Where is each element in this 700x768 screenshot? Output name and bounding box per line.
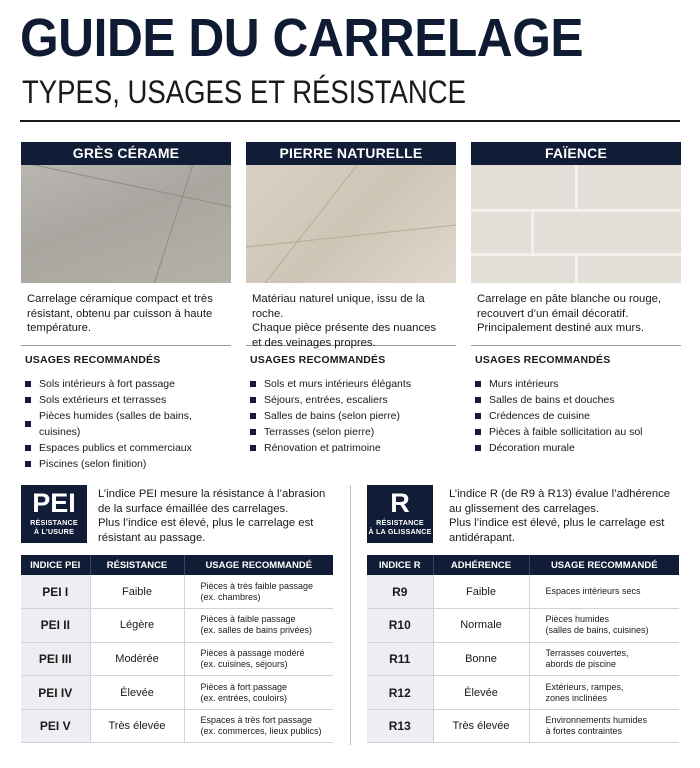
usage-cell: Pièces à fort passage (ex. entrées, couloirs) xyxy=(184,676,333,710)
usage-cell: Espaces à très fort passage (ex. commerces, lieux publics) xyxy=(184,709,333,743)
bullet-square-icon xyxy=(25,445,31,451)
column-header: USAGE RECOMMANDÉ xyxy=(529,555,679,575)
bullet-square-icon xyxy=(475,397,481,403)
index-cell: R10 xyxy=(367,609,433,643)
r-badge-caption: À LA GLISSANCE xyxy=(368,527,432,536)
list-item: Décoration murale xyxy=(475,440,681,456)
description-line: Carrelage en pâte blanche ou rouge, xyxy=(477,293,662,305)
explanation-line: antidérapant. xyxy=(449,531,515,544)
index-cell: PEI III xyxy=(21,642,90,676)
pei-badge xyxy=(21,485,87,543)
level-cell: Très élevée xyxy=(433,709,529,743)
section-divider xyxy=(471,345,681,346)
usage-cell: Pièces à très faible passage (ex. chambres) xyxy=(184,575,333,609)
index-cell: PEI II xyxy=(21,609,90,643)
pei-table xyxy=(21,555,333,743)
explanation-line: au glissement des carrelages. xyxy=(449,502,600,515)
table-row xyxy=(367,676,679,710)
tile-type-description xyxy=(246,292,456,349)
list-item: Espaces publics et commerciaux xyxy=(25,440,231,456)
index-cell: R11 xyxy=(367,642,433,676)
tile-type-heading: FAÏENCE xyxy=(471,142,681,165)
page-title: GUIDE DU CARRELAGE xyxy=(20,8,584,68)
index-cell: PEI I xyxy=(21,575,90,609)
usages-heading: USAGES RECOMMANDÉS xyxy=(475,354,611,366)
table-row xyxy=(21,676,333,710)
list-item: Pièces à faible sollicitation au sol xyxy=(475,424,681,440)
pierre-naturelle-texture-image xyxy=(246,165,456,283)
table-row xyxy=(21,609,333,643)
level-cell: Modérée xyxy=(90,642,184,676)
level-cell: Normale xyxy=(433,609,529,643)
explanation-line: L’indice R (de R9 à R13) évalue l’adhérence xyxy=(449,488,671,500)
column-header: INDICE PEI xyxy=(21,555,90,575)
description-line: et des veinages propres. xyxy=(252,336,376,349)
usage-cell: Pièces à faible passage (ex. salles de bains privées) xyxy=(184,609,333,643)
explanation-line: de la surface émaillée des carrelages. xyxy=(98,502,289,515)
list-item: Sols extérieurs et terrasses xyxy=(25,392,231,408)
description-line: résistant, obtenu par cuisson à haute xyxy=(27,307,213,320)
table-row xyxy=(21,709,333,743)
list-item: Pièces humides (salles de bains, cuisines) xyxy=(25,408,231,440)
bullet-square-icon xyxy=(475,445,481,451)
table-row xyxy=(21,575,333,609)
tile-type-heading: GRÈS CÉRAME xyxy=(21,142,231,165)
level-cell: Élevée xyxy=(433,676,529,710)
level-cell: Faible xyxy=(90,575,184,609)
description-line: Chaque pièce présente des nuances xyxy=(252,322,437,334)
level-cell: Faible xyxy=(433,575,529,609)
bullet-square-icon xyxy=(25,461,31,467)
description-line: recouvert d’un émail décoratif. xyxy=(477,307,629,320)
list-item: Sols intérieurs à fort passage xyxy=(25,376,231,392)
section-divider xyxy=(21,345,231,346)
title-divider xyxy=(20,120,680,122)
list-item: Crédences de cuisine xyxy=(475,408,681,424)
column-header: INDICE R xyxy=(367,555,433,575)
description-line: température. xyxy=(27,322,92,334)
vertical-divider xyxy=(350,485,351,745)
r-badge-title: R xyxy=(390,488,410,518)
bullet-square-icon xyxy=(475,413,481,419)
table-row xyxy=(21,642,333,676)
usage-cell: Pièces humides (salles de bains, cuisines) xyxy=(529,609,679,643)
pei-badge-caption: RÉSISTANCE xyxy=(30,518,78,527)
column-header: RÉSISTANCE xyxy=(90,555,184,575)
usage-cell: Pièces à passage modéré (ex. cuisines, séjours) xyxy=(184,642,333,676)
table-row xyxy=(367,609,679,643)
usage-cell: Environnements humides à fortes contraintes xyxy=(529,709,679,743)
usages-heading: USAGES RECOMMANDÉS xyxy=(250,354,386,366)
pei-explanation xyxy=(98,487,325,545)
index-cell: R9 xyxy=(367,575,433,609)
usages-list xyxy=(246,376,456,456)
bullet-square-icon xyxy=(250,413,256,419)
bullet-square-icon xyxy=(25,397,31,403)
level-cell: Bonne xyxy=(433,642,529,676)
description-line: Matériau naturel unique, issu de la roche. xyxy=(252,293,425,320)
bullet-square-icon xyxy=(250,445,256,451)
gres-cerame-texture-image xyxy=(21,165,231,283)
usages-list xyxy=(471,376,681,456)
list-item: Salles de bains (selon pierre) xyxy=(250,408,456,424)
index-cell: PEI IV xyxy=(21,676,90,710)
tile-type-gres-cerame xyxy=(21,142,231,472)
table-header-row xyxy=(367,555,679,575)
index-cell: R13 xyxy=(367,709,433,743)
bullet-square-icon xyxy=(25,381,31,387)
list-item: Terrasses (selon pierre) xyxy=(250,424,456,440)
column-header: ADHÉRENCE xyxy=(433,555,529,575)
list-item: Murs intérieurs xyxy=(475,376,681,392)
usage-cell: Extérieurs, rampes, zones inclinées xyxy=(529,676,679,710)
bullet-square-icon xyxy=(250,397,256,403)
description-line: Carrelage céramique compact et très xyxy=(27,293,213,305)
explanation-line: Plus l’indice est élevé, plus le carrelage est xyxy=(449,517,665,529)
list-item: Salles de bains et douches xyxy=(475,392,681,408)
tile-type-heading: PIERRE NATURELLE xyxy=(246,142,456,165)
faience-texture-image xyxy=(471,165,681,283)
pei-badge-title: PEI xyxy=(32,488,76,518)
table-row xyxy=(367,642,679,676)
bullet-square-icon xyxy=(25,421,31,427)
tile-type-pierre-naturelle xyxy=(246,142,456,456)
usage-cell: Terrasses couvertes, abords de piscine xyxy=(529,642,679,676)
tile-type-faience xyxy=(471,142,681,456)
tile-type-description xyxy=(21,292,231,339)
explanation-line: résistant au passage. xyxy=(98,531,206,544)
usages-list xyxy=(21,376,231,472)
bullet-square-icon xyxy=(250,429,256,435)
index-cell: PEI V xyxy=(21,709,90,743)
usage-cell: Espaces intérieurs secs xyxy=(529,575,679,609)
r-badge-caption: RÉSISTANCE xyxy=(376,518,424,527)
list-item: Sols et murs intérieurs élégants xyxy=(250,376,456,392)
table-row xyxy=(367,709,679,743)
pei-badge-caption: À L’USURE xyxy=(33,527,75,536)
tile-type-description xyxy=(471,292,681,339)
r-table xyxy=(367,555,679,743)
bullet-square-icon xyxy=(475,381,481,387)
bullet-square-icon xyxy=(250,381,256,387)
level-cell: Très élevée xyxy=(90,709,184,743)
usages-heading: USAGES RECOMMANDÉS xyxy=(25,354,161,366)
list-item: Rénovation et patrimoine xyxy=(250,440,456,456)
list-item: Séjours, entrées, escaliers xyxy=(250,392,456,408)
description-line: Principalement destiné aux murs. xyxy=(477,322,645,334)
r-badge xyxy=(367,485,433,543)
explanation-line: L’indice PEI mesure la résistance à l’abrasion xyxy=(98,488,326,500)
table-header-row xyxy=(21,555,333,575)
list-item: Piscines (selon finition) xyxy=(25,456,231,472)
index-cell: R12 xyxy=(367,676,433,710)
r-explanation xyxy=(449,487,670,545)
level-cell: Élevée xyxy=(90,676,184,710)
table-row xyxy=(367,575,679,609)
page-subtitle: TYPES, USAGES ET RÉSISTANCE xyxy=(22,74,467,110)
column-header: USAGE RECOMMANDÉ xyxy=(184,555,333,575)
level-cell: Légère xyxy=(90,609,184,643)
bullet-square-icon xyxy=(475,429,481,435)
explanation-line: Plus l’indice est élevé, plus le carrelage est xyxy=(98,517,314,529)
